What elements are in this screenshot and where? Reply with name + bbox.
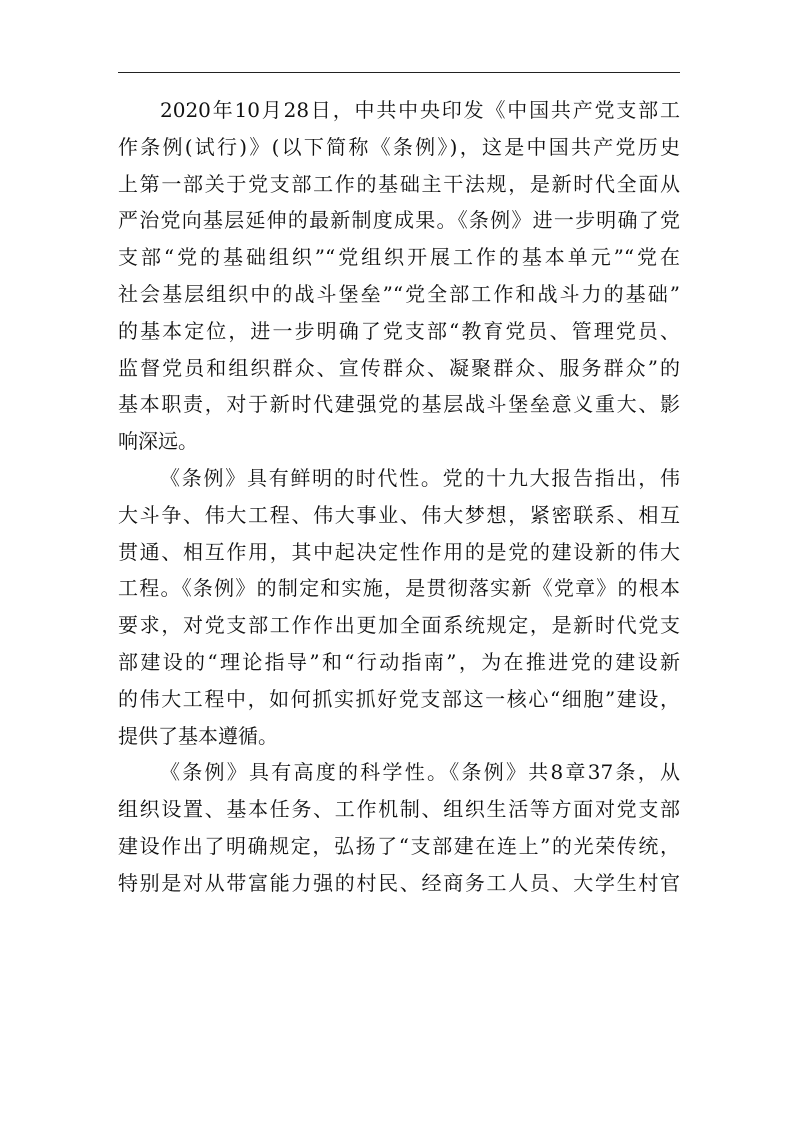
paragraph-2-line-1: 《条例》具有鲜明的时代性。党的十九大报告指出，伟 — [160, 465, 680, 490]
header-rule — [118, 72, 680, 73]
paragraph-2-line-6: 部建设的“理论指导”和“行动指南”，为在推进党的建设新 — [118, 649, 680, 674]
paragraph-2-line-2: 大斗争、伟大工程、伟大事业、伟大梦想，紧密联系、相互 — [118, 502, 680, 527]
paragraph-1-line-7: 的基本定位，进一步明确了党支部“教育党员、管理党员、 — [118, 318, 680, 343]
paragraph-2-line-8: 提供了基本遵循。 — [118, 723, 278, 748]
paragraph-1-line-4: 严治党向基层延伸的最新制度成果。《条例》进一步明确了党 — [118, 208, 680, 233]
paragraph-2-line-3: 贯通、相互作用，其中起决定性作用的是党的建设新的伟大 — [118, 539, 680, 564]
body-text — [118, 92, 680, 902]
paragraph-1-line-8: 监督党员和组织群众、宣传群众、凝聚群众、服务群众”的 — [118, 355, 680, 380]
paragraph-3-line-3: 建设作出了明确规定，弘扬了“支部建在连上”的光荣传统， — [118, 833, 680, 858]
paragraph-2-line-7: 的伟大工程中，如何抓实抓好党支部这一核心“细胞”建设， — [118, 686, 680, 711]
paragraph-1-line-6: 社会基层组织中的战斗堡垒”“党全部工作和战斗力的基础” — [118, 281, 680, 306]
paragraph-2-line-4: 工程。《条例》的制定和实施，是贯彻落实新《党章》的根本 — [118, 576, 680, 601]
paragraph-3-line-4: 特别是对从带富能力强的村民、经商务工人员、大学生村官 — [118, 870, 680, 895]
paragraph-1-line-1: 2020年10月28日，中共中央印发《中国共产党支部工 — [160, 98, 680, 122]
paragraph-1-line-10: 响深远。 — [118, 429, 198, 454]
paragraph-1-line-2: 作条例(试行)》(以下简称《条例》)，这是中国共产党历史 — [118, 134, 680, 159]
paragraph-1-line-5: 支部“党的基础组织”“党组织开展工作的基本单元”“党在 — [118, 245, 680, 270]
paragraph-3-line-2: 组织设置、基本任务、工作机制、组织生活等方面对党支部 — [118, 797, 680, 822]
paragraph-1-line-3: 上第一部关于党支部工作的基础主干法规，是新时代全面从 — [118, 171, 680, 196]
paragraph-2-line-5: 要求，对党支部工作作出更加全面系统规定，是新时代党支 — [118, 613, 680, 638]
paragraph-1-line-9: 基本职责，对于新时代建强党的基层战斗堡垒意义重大、影 — [118, 392, 680, 417]
paragraph-3-line-1: 《条例》具有高度的科学性。《条例》共8章37条，从 — [160, 760, 680, 785]
